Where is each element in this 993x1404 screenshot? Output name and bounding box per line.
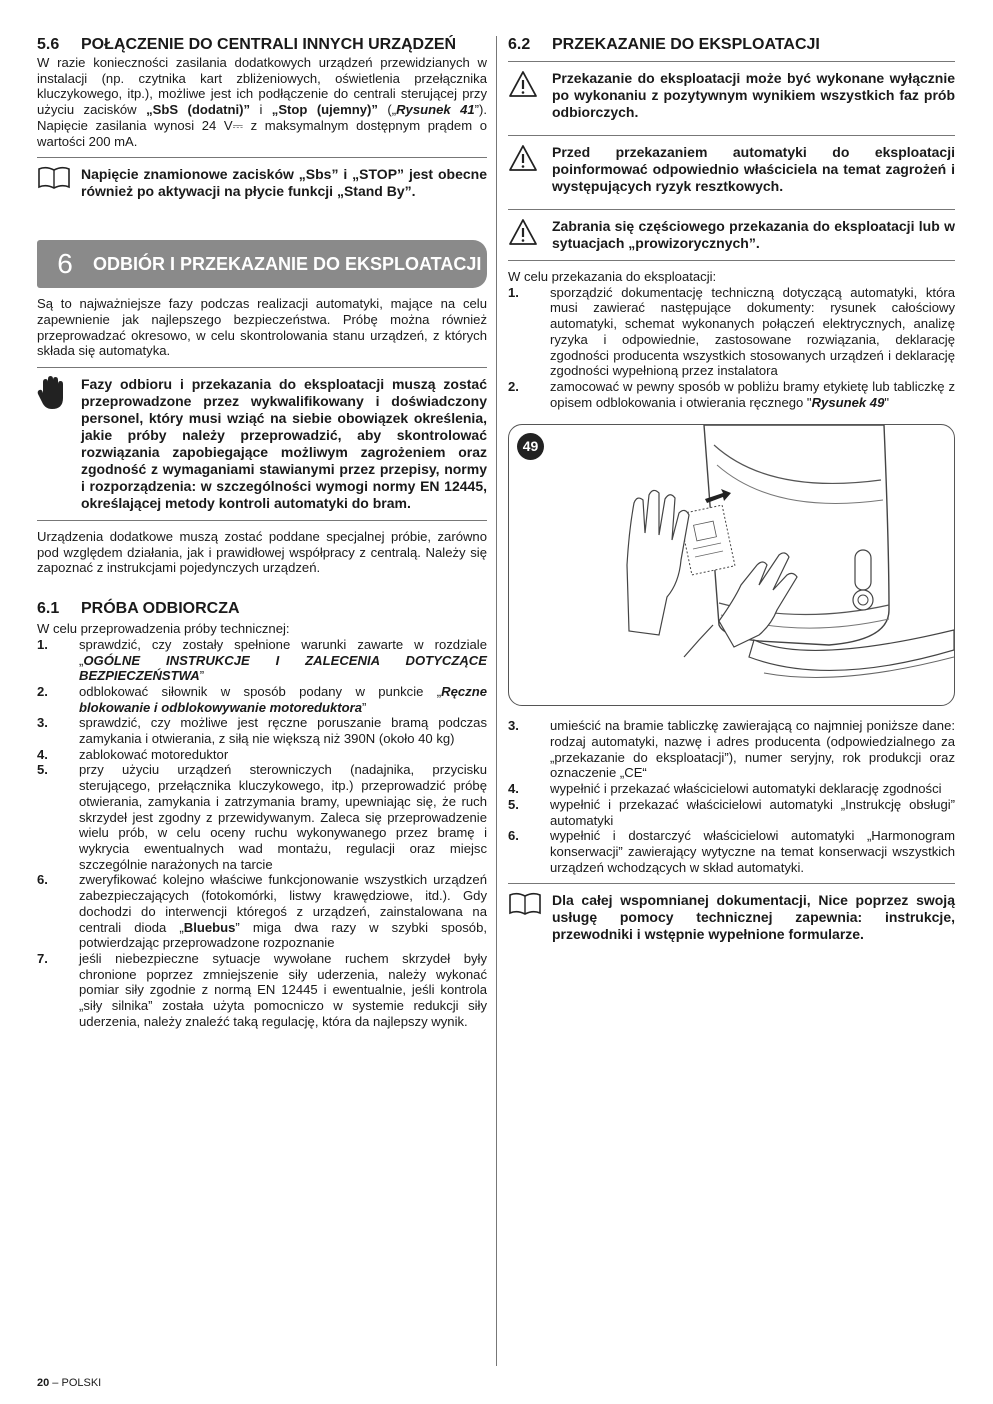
- chapter-6-intro: Są to najważniejsze fazy podczas realizacji automatyki, mające na celu zapewnienie jak najlepszego bezpieczeństwa. Próbę można również przeprowadzać okresowo, w celu skontrolowania stanu urządzeń, z których składa się automatyka.: [37, 296, 487, 359]
- list-item: 6. wypełnić i dostarczyć właścicielowi automatyki „Harmonogram konserwacji” zawierający wytyczne na temat konserwacji wszystkich urządzeń wchodzących w skład automatyki.: [508, 828, 955, 875]
- list-item: 6. zweryfikować kolejno właściwe funkcjonowanie wszystkich urządzeń zabezpieczających (fotokomórki, listwy krawędziowe, itd.). Gdy dochodzi do interwencji któregoś z urządzeń, zainstalowana na centrali dioda „Bluebus” miga dwa razy w szybki sposób, potwierdzając przeprowadzone rozpoznanie: [37, 872, 487, 951]
- column-divider: [496, 36, 497, 1366]
- warning-triangle-icon: [508, 218, 552, 250]
- book-icon: [508, 892, 552, 920]
- section-6-1-heading: [37, 600, 487, 617]
- list-item: 1. sporządzić dokumentację techniczną dotyczącą automatyki, która musi zawierać następujące dokumenty: rysunek całościowy automatyki, schemat wykonanych połączeń elektrycznych, analizę ryzyka i odpowiednie, zastosowane rozwiązania, deklarację zgodności producenta wszystkich stosowanych urządzeń i deklarację zgodności wypełnioną przez instalatora: [508, 284, 955, 379]
- warning-triangle-icon: [508, 144, 552, 176]
- left-column: [37, 36, 487, 1029]
- note-stand-by: [37, 157, 487, 200]
- list-item: 4. zablokować motoreduktor: [37, 746, 229, 762]
- chapter-6-paragraph: Urządzenia dodatkowe muszą zostać poddane specjalnej próbie, zarówno pod względem działania, jak i prawidłowej współpracy z centralą. Należy się zapoznać z instrukcjami pojedynczych urządzeń.: [37, 520, 487, 576]
- section-5-6-paragraph: W razie konieczności zasilania dodatkowych urządzeń przewidzianych w instalacji (np. czytnika kart zbliżeniowych, oświetlenia przełącznika kluczykowego, itp.), możliwe jest ich podłączenie do centrali sterującej przy użyciu zacisków „SbS (dodatni)” i „Stop (ujemny)” („Rysunek 41”). Napięcie zasilania wynosi 24 V⎓ z maksymalnym dostępnym prądem o wartości 200 mA.: [37, 55, 487, 149]
- page-number: 20: [37, 1377, 50, 1389]
- chapter-number: 6: [57, 248, 73, 280]
- warning-text: Fazy odbioru i przekazania do eksploatacji muszą zostać przeprowadzone przez wykwalifikowany i doświadczony personel, który musi wziąć na siebie obowiązek określenia, jakie próby należy przeprowadzić, aby skontrolować rozwiązania zapobiegające możliwym zagrożeniem oraz zgodność z wymaganiami stawianymi przez przepisy, normy i rozporządzenia: w szczególności wymogi normy EN 12445, określającej metody kontroli automatyki do bram.: [81, 376, 487, 512]
- warning-handover-3: [508, 209, 955, 252]
- list-item: 2. zamocować w pewny sposób w pobliżu bramy etykietę lub tabliczkę z opisem odblokowania i otwierania ręcznego "Rysunek 49": [508, 378, 955, 410]
- list-item: 4. wypełnić i przekazać właścicielowi automatyki deklarację zgodności: [508, 781, 942, 797]
- figure-49: [508, 424, 955, 706]
- section-number: 5.6: [37, 36, 60, 53]
- book-icon: [37, 166, 81, 194]
- section-title: PRZEKAZANIE DO EKSPLOATACJI: [552, 36, 820, 53]
- figure-number-badge: 49: [517, 433, 544, 460]
- section-6-1-intro: W celu przeprowadzenia próby technicznej:: [37, 621, 290, 637]
- list-item: 7. jeśli niebezpieczne sytuacje wywołane ruchem skrzydeł były chronione poprzez zmniejszenie siły uderzenia, należy wykonać pomiar siły zgodnie z normą EN 12445 i ewentualnie, jeśli kontrola „siły silnika” została użyta pomocniczo w systemie redukcji siły uderzenia, należy znaleźć taką regulację, która da najlepszy wynik.: [37, 950, 487, 1029]
- motor-release-illustration: [509, 425, 954, 705]
- section-title: PRÓBA ODBIORCZA: [81, 600, 240, 618]
- warning-handover-2: [508, 135, 955, 195]
- list-item: 1. sprawdzić, czy zostały spełnione warunki zawarte w rozdziale „OGÓLNE INSTRUKCJE I ZALECENIA DOTYCZĄCE BEZPIECZEŃSTWA”: [37, 636, 487, 684]
- chapter-6-banner: [37, 240, 487, 288]
- page-footer: [37, 1376, 101, 1392]
- section-number: 6.2: [508, 36, 531, 53]
- warning-triangle-icon: [508, 70, 552, 102]
- hand-stop-icon: [37, 376, 81, 414]
- section-6-2-heading: [508, 36, 955, 53]
- chapter-title: ODBIÓR I PRZEKAZANIE DO EKSPLOATACJI: [93, 254, 482, 275]
- list-item: 3. sprawdzić, czy możliwe jest ręczne poruszanie bramą podczas zamykania i otwierania, z siłą nie większą niż 390N (około 40 kg): [37, 715, 487, 747]
- warning-text: Przekazanie do eksploatacji może być wykonane wyłącznie po wykonaniu z pozytywnym wynikiem wszystkich faz prób odbiorczych.: [552, 70, 955, 120]
- note-text: Dla całej wspomnianej dokumentacji, Nice poprzez swoją usługę pomocy technicznej zapewnia: instrukcje, przewodniki i wstępnie wypełnione formularze.: [552, 892, 955, 943]
- warning-text: Zabrania się częściowego przekazania do eksploatacji lub w sytuacjach „prowizorycznych”.: [552, 218, 955, 251]
- handover-steps-list: [508, 285, 955, 411]
- footer-language: – POLSKI: [49, 1377, 102, 1389]
- section-6-2-intro: W celu przekazania do eksploatacji:: [508, 260, 955, 285]
- list-item: 3. umieścić na bramie tabliczkę zawierającą co najmniej poniższe dane: rodzaj automatyki, nazwę i adres producenta (odpowiedzialnego za „przekazanie do eksploatacji”), numer seryjny, rok produkcji oraz oznaczenie „CE“: [508, 718, 955, 781]
- note-documentation: [508, 883, 955, 943]
- list-item: 5. przy użyciu urządzeń sterowniczych (nadajnika, przycisku sterującego, przełącznika kluczykowego, itp.) przeprowadzić próbę otwierania, zamykania i zatrzymania bramy, upewniając się, że ruch skrzydeł jest zgodny z przewidywanym. Zaleca się przeprowadzenie wielu prób, w celu oceny ruchu wykonywanego przez bramę i wykrycia ewentualnych wad montażu, regulacji oraz miejsc szczególnie narażonych na tarcie: [37, 762, 487, 872]
- note-text: Napięcie znamionowe zacisków „Sbs” i „STOP” jest obecne również po aktywacji na płycie funkcji „Stand By”.: [81, 166, 487, 200]
- handover-steps-list-continued: [508, 718, 955, 875]
- warning-text: Przed przekazaniem automatyki do eksploatacji poinformować odpowiednio właściciela na temat zagrożeń i występujących ryzyk resztkowych.: [552, 144, 955, 194]
- test-steps-list: [37, 637, 487, 1030]
- warning-handover-1: [508, 61, 955, 121]
- right-column: [508, 36, 955, 943]
- list-item: 5. wypełnić i przekazać właścicielowi automatyki „Instrukcję obsługi” automatyki: [508, 796, 955, 828]
- list-item: 2. odblokować siłownik w sposób podany w punkcie „Ręczne blokowanie i odblokowywanie motoreduktora”: [37, 683, 487, 715]
- section-title: POŁĄCZENIE DO CENTRALI INNYCH URZĄDZEŃ: [81, 36, 457, 53]
- warning-qualified-personnel: [37, 367, 487, 512]
- section-number: 6.1: [37, 600, 60, 618]
- section-5-6-heading: [37, 36, 487, 53]
